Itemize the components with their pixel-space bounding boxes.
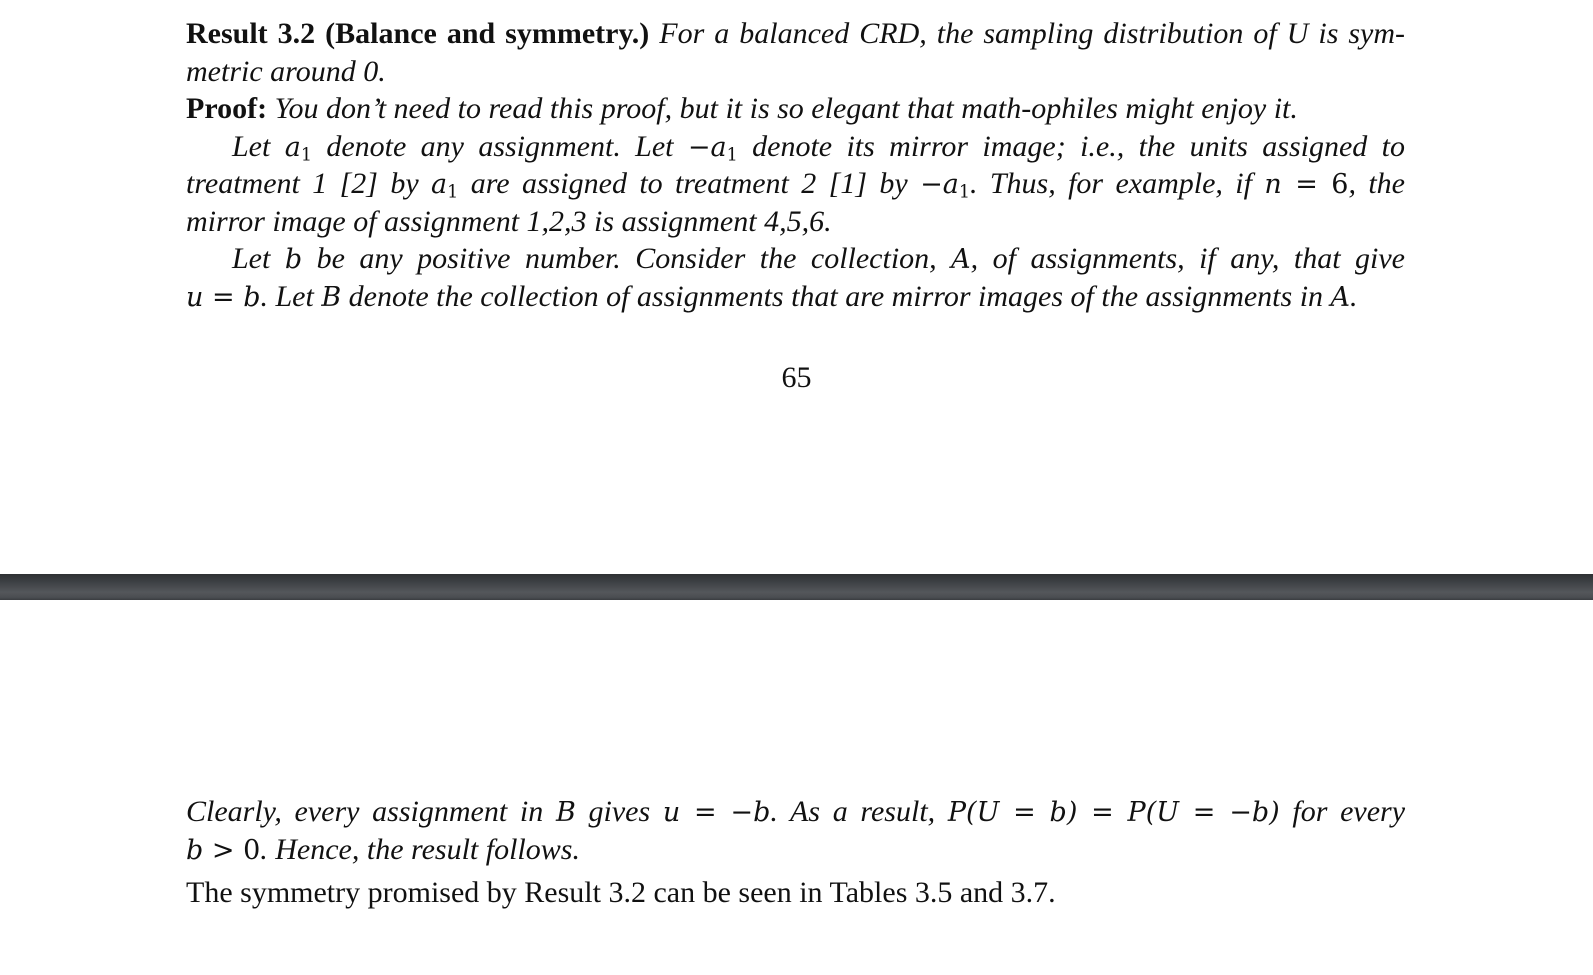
text: . Let — [260, 279, 322, 313]
page-separator — [0, 574, 1593, 600]
math-A: A — [951, 244, 971, 275]
math-a1 — [431, 169, 459, 203]
result-label: Result 3.2 — [186, 17, 316, 50]
text: denote its mirror image; i.e., the units assigned to — [737, 129, 1405, 163]
conclusion-block — [186, 793, 1405, 868]
text: are assigned to treatment 2 [1] by — [458, 167, 921, 200]
math-b: b — [753, 797, 771, 828]
math-eq: = 6 — [1281, 169, 1349, 200]
text: . — [1350, 279, 1358, 313]
math-u: u — [186, 281, 204, 313]
proof-label: Proof: — [186, 92, 268, 125]
proof-para1-line2 — [186, 165, 1405, 203]
text: Clearly, every assignment in — [186, 795, 556, 828]
math-var: −a — [920, 169, 959, 200]
math-probability-equation: P(U = b) = P(U = −b) — [947, 797, 1280, 828]
math-var: a — [284, 131, 301, 163]
text: for every — [1279, 795, 1406, 828]
text: be any positive number. Consider the collection, — [302, 242, 952, 275]
math-neg-a1 — [688, 132, 738, 163]
text: . As a result, — [770, 795, 948, 828]
math-neg-a1 — [920, 169, 970, 203]
conclusion-line-1 — [186, 793, 1405, 831]
proof-intro: You don’t need to read this proof, but it is so elegant that math-ophiles might enjoy it. — [274, 92, 1298, 125]
math-B: B — [555, 797, 576, 828]
math-eq: = − — [680, 797, 754, 828]
math-sub: 1 — [300, 144, 312, 165]
result-statement-1: For a balanced CRD, the sampling distribution of U is sym- — [659, 17, 1406, 50]
proof-para1-line3: mirror image of assignment 1,2,3 is assignment 4,5,6. — [186, 204, 832, 238]
math-A: A — [1330, 281, 1351, 313]
text: , the — [1348, 167, 1405, 200]
pdf-page-bottom — [0, 600, 1593, 975]
conclusion-line-2 — [186, 831, 1405, 869]
proof-line — [186, 90, 1405, 128]
math-b: b — [284, 244, 303, 275]
math-a1 — [285, 132, 312, 163]
math-b: b — [243, 281, 261, 313]
text: Let — [232, 242, 285, 275]
text: , of assignments, if any, that give — [970, 242, 1405, 275]
proof-para1-line1 — [186, 128, 1405, 166]
math-var: a — [431, 169, 448, 200]
result-statement-2: metric around 0. — [186, 54, 386, 88]
text: denote any assignment. Let — [311, 129, 688, 163]
math-var: −a — [687, 131, 727, 163]
proof-para2-line1 — [186, 240, 1405, 278]
math-b: b — [186, 834, 204, 866]
text: gives — [575, 795, 663, 828]
result-block — [186, 15, 1405, 315]
math-sub: 1 — [958, 182, 970, 203]
text: treatment 1 [2] by — [186, 167, 432, 200]
math-sub: 1 — [447, 182, 459, 203]
result-line-1 — [186, 15, 1405, 53]
text: Let — [232, 129, 285, 163]
text: . Hence, the result follows. — [260, 832, 580, 866]
math-sub: 1 — [726, 144, 738, 165]
proof-para2-line2 — [186, 278, 1405, 316]
math-gt: > 0 — [203, 834, 261, 866]
page-number: 65 — [781, 361, 812, 394]
text: denote the collection of assignments that are mirror images of the assignments in — [341, 279, 1331, 313]
math-eq: = — [203, 281, 244, 313]
math-u: u — [662, 797, 681, 828]
math-n: n — [1264, 169, 1282, 200]
result-title: (Balance and symmetry.) — [325, 17, 650, 50]
math-B: B — [321, 281, 342, 313]
closing-sentence: The symmetry promised by Result 3.2 can be seen in Tables 3.5 and 3.7. — [186, 876, 1056, 909]
text: . Thus, for example, if — [969, 167, 1265, 200]
